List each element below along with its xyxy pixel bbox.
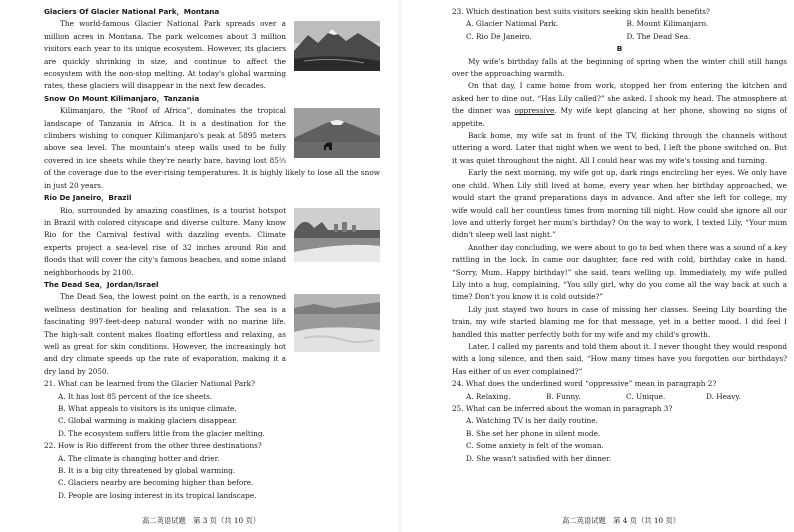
glacier-heading: Glaciers Of Glacier National Park，Montana: [44, 7, 220, 16]
q21-option-d[interactable]: D. The ecosystem suffers little from the glacier melting.: [58, 428, 265, 438]
footer-page-3: 高二英语试题 第 3 页（共 10 页）: [142, 516, 261, 525]
question-21: [44, 378, 380, 440]
question-25-stem: 25. What can be inferred about the woman in paragraph 3?: [452, 404, 673, 413]
q25-option-d[interactable]: D. She wasn't satisfied with her dinner.: [466, 453, 612, 463]
question-23: [452, 6, 787, 43]
q25-option-b[interactable]: B. She set her phone in silent mode.: [466, 428, 601, 438]
glacier-photo: [294, 21, 380, 71]
q22-option-d[interactable]: D. People are losing interest in its tropical landscape.: [58, 490, 257, 500]
footer-page-4: 高二英语试题 第 4 页（共 10 页）: [562, 516, 681, 525]
q22-option-a[interactable]: A. The climate is changing hotter and drier.: [58, 453, 220, 463]
deadsea-photo: [294, 294, 380, 352]
q23-option-c[interactable]: C. Rio De Janeiro.: [466, 31, 532, 41]
story-paragraph-4: Early the next morning, my wife got up, dark rings encircling her eyes. We only have one child. When Lily still lived at home, every year when her birthday approached, we would start the grand preparations days in advance. And after she left for college, my wife would call her countless times from morning till night. How could she ignore all our love and utterly forget her mum's birthday? On the way to work, I texted Lily, “Your mum didn't sleep well last night.”: [452, 168, 787, 240]
rio-heading: Rio De Janeiro，Brazil: [44, 193, 132, 203]
question-25: [452, 403, 787, 465]
q25-option-a[interactable]: A. Watching TV is her daily routine.: [466, 416, 598, 426]
story-paragraph-1: My wife's birthday falls at the beginning of spring when the winter chill still hangs over the approaching warmth.: [452, 56, 787, 79]
left-page: [44, 6, 380, 502]
q21-option-c[interactable]: C. Global warming is making glaciers disappear.: [58, 416, 238, 426]
question-22-stem: 22. How is Rio different from the other three destinations?: [44, 441, 262, 451]
rio-photo: [294, 208, 380, 262]
q25-option-c[interactable]: C. Some anxiety is felt of the woman.: [466, 441, 604, 451]
q23-option-b[interactable]: B. Mount Kilimanjaro.: [626, 19, 709, 29]
story-paragraph-3: Back home, my wife sat in front of the TV, flicking through the channels without uttering a word. Later that night when we went to bed, I left the phone switched on. But it was quiet throughout the night. All I could hear was my wife's tossing and turning.: [452, 131, 787, 165]
right-page: [452, 6, 787, 465]
glacier-text: The world-famous Glacier National Park spreads over a million acres in Montana. The park welcomes about 3 million visitors each year to its unique ecosystem. However, its glaciers are quickly shrinking in size, and continue to affect the ecosystem with the non-stop melting. At today's global warming rates, these glaciers will disappear in the next few decades.: [44, 19, 286, 91]
story-paragraph-5: Another day concluding, we were about to go to bed when there was a sound of a key rattling in the lock. In came our daughter, face red with cold, birthday cake in hand. “Sorry, Mum. Happy birthday!” she said, tears welling up. Immediately, my wife pulled Lily into a hug, complaining, “You silly girl, why do you come all the way back at such a time? Don't you know it is cold outside?”: [452, 242, 787, 302]
rio-text: Rio, surrounded by amazing coastlines, is a tourist hotspot in Brazil with colored cityscape and diverse culture. Many know Rio for the Carnival festival with dazzling events. Climate experts project a sea-level rise of 32 inches around Rio and floods that will cover the city's famous beaches, and some inland neighborhoods by 2100.: [44, 205, 286, 277]
story-paragraph-7: Later, I called my parents and told them about it. I never thought they would respond with a long silence, and then said, “How many times have you forgotten our birthdays? Has either of us ever complained?”: [452, 341, 787, 376]
question-23-stem: 23. Which destination best suits visitors seeking skin health benefits?: [452, 7, 710, 16]
story-paragraph-2-start: On that day, I came home from work, stopped her from entering the kitchen and asked her to dine out. “Has Lily called?” she asked. I shook my head. The atmosphere at the dinner was: [452, 81, 787, 116]
deadsea-heading: The Dead Sea，Jordan/Israel: [44, 279, 159, 289]
underlined-word: oppressive: [514, 106, 555, 116]
story-paragraph-2-end: . My wife kept glancing at her phone, showing no signs of appetite.: [452, 106, 787, 128]
question-24-stem: 24. What does the underlined word “oppressive” mean in paragraph 2?: [452, 379, 717, 389]
question-21-stem: 21. What can be learned from the Glacier National Park?: [44, 379, 255, 389]
kilimanjaro-photo: [294, 108, 380, 158]
page-gutter: [397, 0, 403, 532]
q24-option-d[interactable]: D. Heavy.: [706, 391, 741, 401]
question-24: [452, 378, 787, 403]
story-paragraph-6: Lily just stayed two hours in case of missing her classes. Seeing Lily boarding the train, my wife started blaming me for that message, yet in a better mood. I did feel I handled this matter perfectly both for my wife and my child's growth.: [452, 304, 787, 339]
q24-option-c[interactable]: C. Unique.: [626, 391, 666, 401]
story-paragraph-2: [452, 80, 787, 130]
kilimanjaro-heading: Snow On Mount Kilimanjaro，Tanzania: [44, 93, 200, 103]
q23-option-a[interactable]: A. Glacier National Park.: [466, 19, 559, 29]
q23-option-d[interactable]: D. The Dead Sea.: [626, 31, 691, 41]
q21-option-a[interactable]: A. It has lost 85 percent of the ice sheets.: [58, 391, 213, 401]
q24-option-b[interactable]: B. Funny.: [546, 391, 581, 401]
q22-option-c[interactable]: C. Glaciers nearby are becoming higher than before.: [58, 478, 254, 488]
q24-option-a[interactable]: A. Relaxing.: [466, 391, 511, 401]
q22-option-b[interactable]: B. It is a big city threatened by global warming.: [58, 466, 236, 476]
section-b-title: B: [616, 44, 623, 54]
deadsea-text: The Dead Sea, the lowest point on the earth, is a renowned wellness destination for healing and relaxation. The sea is a fascinating 997-feet-deep natural wonder with no marine life. The high-salt content makes floating effortless and relaxing, as well as great for skin conditions. However, the increasingly hot and dry climate speeds up the rate of evaporation, making it a dry land by 2050.: [44, 292, 286, 376]
question-22: [44, 440, 380, 502]
q21-option-b[interactable]: B. What appeals to visitors is its unique climate.: [58, 404, 237, 413]
kilimanjaro-text: Kilimanjaro, the “Roof of Africa”, dominates the tropical landscape of Tanzania in Africa. It is a destination for the climbers wishing to conquer Kilimanjaro's peak at 5895 meters above sea level. The mountain's steep walls used to be fully covered in ice sheets while they're nearly bare, having lost 85⅔ of the coverage due to the ever-rising temperatures. It is highly likely to lose all the snow in just 20 years.: [44, 106, 380, 190]
